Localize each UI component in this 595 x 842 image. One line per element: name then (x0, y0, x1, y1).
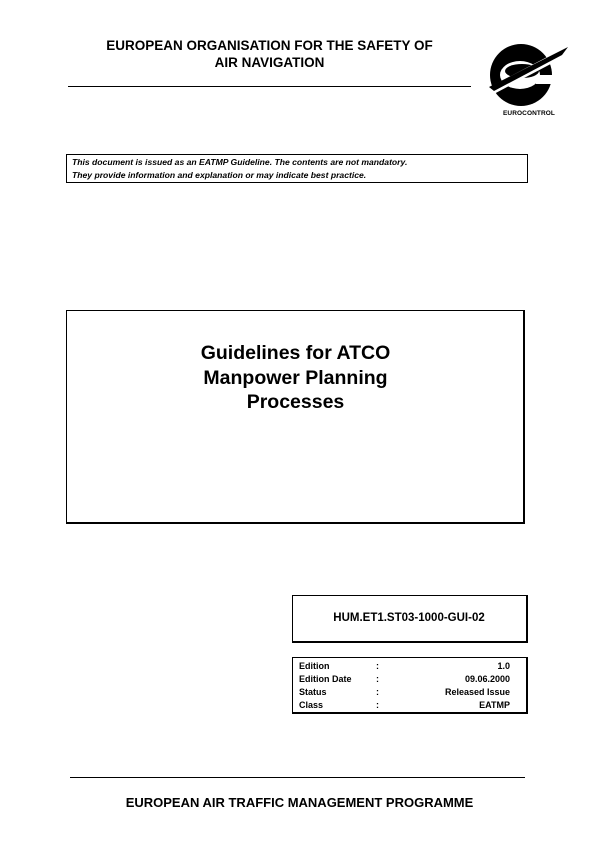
metadata-colon: : (376, 674, 379, 684)
metadata-row-edition (293, 660, 526, 673)
document-title (66, 341, 525, 415)
metadata-key: Edition (299, 661, 330, 671)
metadata-value: 09.06.2000 (464, 674, 510, 684)
title-line1: Guidelines for ATCO (200, 342, 391, 364)
metadata-key: Edition Date (299, 674, 352, 684)
metadata-table (292, 657, 528, 714)
notice-line1: This document is issued as an EATMP Guideline. The contents are not mandatory. (72, 157, 408, 167)
metadata-value: Released Issue (444, 687, 510, 697)
metadata-key: Class (299, 700, 324, 710)
metadata-value: 1.0 (497, 661, 510, 671)
metadata-colon: : (376, 687, 379, 697)
metadata-row-class (293, 699, 526, 712)
metadata-value: EATMP (479, 700, 510, 710)
title-line3: Processes (246, 391, 345, 413)
metadata-key: Status (299, 687, 327, 697)
metadata-row-status (293, 686, 526, 699)
title-line2: Manpower Planning (203, 366, 388, 389)
metadata-row-edition-date (293, 673, 526, 686)
organisation-title-line2: AIR NAVIGATION (214, 55, 325, 70)
programme-name: EUROPEAN AIR TRAFFIC MANAGEMENT PROGRAMME (125, 795, 474, 810)
organisation-title (62, 37, 477, 71)
footer-divider (70, 777, 525, 778)
header-divider (68, 86, 471, 87)
logo-wordmark: EUROCONTROL (502, 110, 555, 117)
organisation-title-line1: EUROPEAN ORGANISATION FOR THE SAFETY OF (106, 38, 433, 53)
notice-line2: They provide information and explanation or may indicate best practice. (72, 170, 367, 180)
metadata-colon: : (376, 700, 379, 710)
guideline-notice (66, 154, 528, 183)
document-reference: HUM.ET1.ST03-1000-GUI-02 (333, 612, 485, 624)
metadata-colon: : (376, 661, 379, 671)
eurocontrol-logo-icon (484, 37, 574, 121)
